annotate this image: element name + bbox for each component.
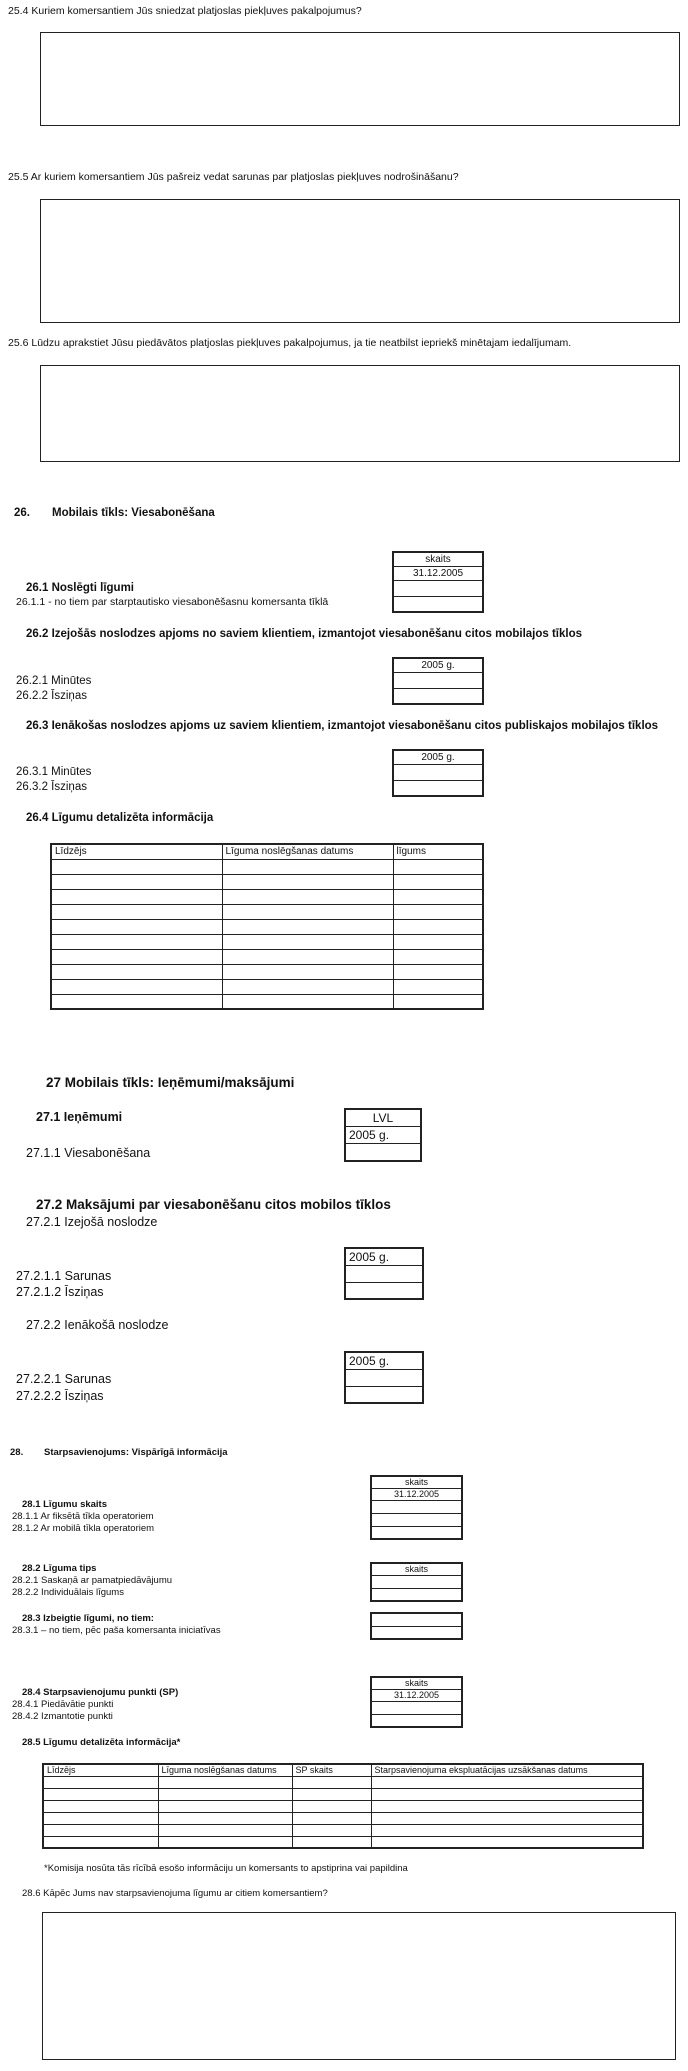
table-26-2 bbox=[392, 657, 484, 705]
row-26-3-1-label: 26.3.1 Minūtes bbox=[16, 766, 92, 778]
cell-28-4-2[interactable] bbox=[371, 1714, 462, 1727]
table-cell[interactable] bbox=[222, 904, 393, 919]
cell-28-2-1[interactable] bbox=[371, 1575, 462, 1588]
cell-27-2-2-1[interactable] bbox=[345, 1369, 423, 1386]
row-28-1-2-label: 28.1.2 Ar mobilā tīkla operatoriem bbox=[12, 1523, 155, 1534]
col-header-skaits: skaits bbox=[393, 552, 483, 566]
table-cell[interactable] bbox=[51, 859, 222, 874]
table-cell[interactable] bbox=[292, 1800, 371, 1812]
col-header-year: 2005 g. bbox=[393, 750, 483, 764]
cell-27-2-1-1[interactable] bbox=[345, 1265, 423, 1282]
table-cell[interactable] bbox=[51, 979, 222, 994]
table-cell[interactable] bbox=[158, 1788, 292, 1800]
question-28-6: 28.6 Kāpēc Jums nav starpsavienojuma līgumu ar citiem komersantiem? bbox=[22, 1888, 328, 1899]
table-cell[interactable] bbox=[158, 1836, 292, 1848]
table-cell[interactable] bbox=[371, 1800, 643, 1812]
question-25-5: 25.5 Ar kuriem komersantiem Jūs pašreiz vedat sarunas par platjoslas piekļuves nodrošināšanu? bbox=[8, 171, 459, 183]
col-header-skaits: skaits bbox=[371, 1563, 462, 1575]
row-27-2-2-1-label: 27.2.2.1 Sarunas bbox=[16, 1372, 112, 1386]
row-27-1-label: 27.1 Ieņēmumi bbox=[36, 1110, 123, 1124]
col-header-currency: LVL bbox=[345, 1109, 421, 1126]
table-cell[interactable] bbox=[222, 889, 393, 904]
col-header-date: 31.12.2005 bbox=[393, 566, 483, 580]
table-cell[interactable] bbox=[371, 1788, 643, 1800]
table-cell[interactable] bbox=[371, 1812, 643, 1824]
table-cell[interactable] bbox=[393, 919, 483, 934]
table-cell[interactable] bbox=[51, 994, 222, 1009]
table-cell[interactable] bbox=[393, 994, 483, 1009]
table-cell[interactable] bbox=[222, 919, 393, 934]
col-header-date: 31.12.2005 bbox=[371, 1689, 462, 1701]
answer-box-28-6[interactable] bbox=[42, 1912, 676, 2060]
section-28-title: Starpsavienojums: Vispārīgā informācija bbox=[44, 1447, 228, 1458]
table-cell[interactable] bbox=[292, 1776, 371, 1788]
col-header-date: Līguma noslēgšanas datums bbox=[222, 844, 393, 859]
row-26-1-label: 26.1 Noslēgti līgumi bbox=[26, 582, 134, 594]
col-header-lidzejs: Līdzējs bbox=[51, 844, 222, 859]
table-28-4 bbox=[370, 1676, 463, 1728]
row-28-3-1-label: 28.3.1 – no tiem, pēc paša komersanta iniciatīvas bbox=[12, 1625, 221, 1636]
row-26-2-title: 26.2 Izejošās noslodzes apjoms no saviem klientiem, izmantojot viesabonēšanu citos mobilajos tīklos bbox=[26, 628, 583, 640]
cell-28-3-1[interactable] bbox=[371, 1626, 462, 1639]
table-27-1 bbox=[344, 1108, 422, 1162]
cell-28-4-1[interactable] bbox=[371, 1701, 462, 1714]
table-cell[interactable] bbox=[393, 964, 483, 979]
row-28-1-label: 28.1 Līgumu skaits bbox=[22, 1499, 108, 1510]
question-25-6: 25.6 Lūdzu aprakstiet Jūsu piedāvātos platjoslas piekļuves pakalpojumus, ja tie neatbilst iepriekš minētajam iedalījumam. bbox=[8, 337, 572, 349]
row-28-1-1-label: 28.1.1 Ar fiksētā tīkla operatoriem bbox=[12, 1511, 154, 1522]
cell-28-1[interactable] bbox=[371, 1500, 462, 1513]
question-25-4: 25.4 Kuriem komersantiem Jūs sniedzat platjoslas piekļuves pakalpojumus? bbox=[8, 5, 362, 17]
table-cell[interactable] bbox=[222, 949, 393, 964]
table-cell[interactable] bbox=[43, 1788, 158, 1800]
row-27-1-1-label: 27.1.1 Viesabonēšana bbox=[26, 1146, 151, 1160]
row-28-4-2-label: 28.4.2 Izmantotie punkti bbox=[12, 1711, 113, 1722]
row-28-2-label: 28.2 Līguma tips bbox=[22, 1563, 97, 1574]
col-header-lidzejs: Līdzējs bbox=[43, 1764, 158, 1776]
section-27-title: 27 Mobilais tīkls: Ieņēmumi/maksājumi bbox=[46, 1075, 295, 1090]
row-26-1-1-label: 26.1.1 - no tiem par starptautisko viesabonēšasnu komersanta tīklā bbox=[16, 596, 329, 608]
footnote: *Komisija nosūta tās rīcībā esošo informāciju un komersants to apstiprina vai papildina bbox=[44, 1863, 408, 1874]
row-28-5-title: 28.5 Līgumu detalizēta informācija* bbox=[22, 1737, 181, 1748]
cell-26-2-1[interactable] bbox=[393, 672, 483, 688]
table-cell[interactable] bbox=[51, 934, 222, 949]
table-cell[interactable] bbox=[43, 1836, 158, 1848]
table-cell[interactable] bbox=[393, 889, 483, 904]
table-cell[interactable] bbox=[158, 1812, 292, 1824]
table-cell[interactable] bbox=[51, 964, 222, 979]
table-cell[interactable] bbox=[222, 934, 393, 949]
row-27-2-1-2-label: 27.2.1.2 Īsziņas bbox=[16, 1285, 104, 1299]
table-cell[interactable] bbox=[393, 979, 483, 994]
col-header-start-date: Starpsavienojuma ekspluatācijas uzsākšanas datums bbox=[371, 1764, 643, 1776]
row-26-3-2-label: 26.3.2 Īsziņas bbox=[16, 781, 87, 793]
row-27-2-1-1-label: 27.2.1.1 Sarunas bbox=[16, 1269, 112, 1283]
table-cell[interactable] bbox=[158, 1800, 292, 1812]
col-header-year: 2005 g. bbox=[345, 1352, 423, 1369]
col-header-year: 2005 g. bbox=[345, 1248, 423, 1265]
table-28-1 bbox=[370, 1475, 463, 1540]
table-cell[interactable] bbox=[51, 889, 222, 904]
table-cell[interactable] bbox=[292, 1824, 371, 1836]
cell-26-1[interactable] bbox=[393, 580, 483, 596]
table-cell[interactable] bbox=[292, 1836, 371, 1848]
answer-box-25-5[interactable] bbox=[40, 199, 680, 323]
col-header-date: Līguma noslēgšanas datums bbox=[158, 1764, 292, 1776]
table-26-1 bbox=[392, 551, 484, 613]
table-cell[interactable] bbox=[371, 1824, 643, 1836]
table-cell[interactable] bbox=[393, 874, 483, 889]
table-cell[interactable] bbox=[393, 934, 483, 949]
cell-26-2-2[interactable] bbox=[393, 688, 483, 704]
col-header-skaits: skaits bbox=[371, 1677, 462, 1689]
table-cell[interactable] bbox=[222, 964, 393, 979]
col-header-ligums: līgums bbox=[393, 844, 483, 859]
table-26-4 bbox=[50, 843, 484, 1010]
table-cell[interactable] bbox=[222, 874, 393, 889]
table-cell[interactable] bbox=[51, 919, 222, 934]
row-26-2-1-label: 26.2.1 Minūtes bbox=[16, 675, 92, 687]
cell-26-3-2[interactable] bbox=[393, 780, 483, 796]
answer-box-25-6[interactable] bbox=[40, 365, 680, 462]
table-28-3 bbox=[370, 1612, 463, 1640]
section-26-title: Mobilais tīkls: Viesabonēšana bbox=[52, 507, 215, 519]
table-cell[interactable] bbox=[222, 979, 393, 994]
row-27-2-2-2-label: 27.2.2.2 Īsziņas bbox=[16, 1389, 104, 1403]
table-cell[interactable] bbox=[371, 1836, 643, 1848]
table-cell[interactable] bbox=[393, 859, 483, 874]
cell-27-2-2-2[interactable] bbox=[345, 1386, 423, 1403]
table-cell[interactable] bbox=[43, 1812, 158, 1824]
row-26-3-title: 26.3 Ienākošas noslodzes apjoms uz saviem klientiem, izmantojot viesabonēšanu citos publiskajos mobilajos tīklos bbox=[26, 720, 659, 732]
cell-28-1-1[interactable] bbox=[371, 1513, 462, 1526]
table-cell[interactable] bbox=[222, 859, 393, 874]
answer-box-25-4[interactable] bbox=[40, 32, 680, 126]
table-cell[interactable] bbox=[158, 1776, 292, 1788]
cell-28-3[interactable] bbox=[371, 1613, 462, 1626]
table-cell[interactable] bbox=[43, 1824, 158, 1836]
table-28-2 bbox=[370, 1562, 463, 1602]
row-27-2-2-label: 27.2.2 Ienākošā noslodze bbox=[26, 1318, 169, 1332]
col-header-year: 2005 g. bbox=[393, 658, 483, 672]
table-27-2-2 bbox=[344, 1351, 424, 1404]
cell-26-3-1[interactable] bbox=[393, 764, 483, 780]
table-cell[interactable] bbox=[43, 1800, 158, 1812]
table-cell[interactable] bbox=[158, 1824, 292, 1836]
row-28-4-1-label: 28.4.1 Piedāvātie punkti bbox=[12, 1699, 114, 1710]
table-28-5 bbox=[42, 1763, 644, 1849]
col-header-date: 31.12.2005 bbox=[371, 1488, 462, 1500]
table-cell[interactable] bbox=[51, 949, 222, 964]
table-cell[interactable] bbox=[292, 1788, 371, 1800]
row-28-3-label: 28.3 Izbeigtie līgumi, no tiem: bbox=[22, 1613, 154, 1624]
col-header-skaits: skaits bbox=[371, 1476, 462, 1488]
row-27-2-1-label: 27.2.1 Izejošā noslodze bbox=[26, 1215, 158, 1229]
table-26-3 bbox=[392, 749, 484, 797]
table-cell[interactable] bbox=[51, 874, 222, 889]
section-26-number: 26. bbox=[14, 507, 30, 519]
row-26-4-title: 26.4 Līgumu detalizēta informācija bbox=[26, 812, 214, 824]
cell-27-2-1-2[interactable] bbox=[345, 1282, 423, 1299]
cell-27-1-1[interactable] bbox=[345, 1143, 421, 1161]
row-28-2-1-label: 28.2.1 Saskaņā ar pamatpiedāvājumu bbox=[12, 1575, 173, 1586]
table-cell[interactable] bbox=[222, 994, 393, 1009]
cell-26-1-1[interactable] bbox=[393, 596, 483, 612]
col-header-sp-skaits: SP skaits bbox=[292, 1764, 371, 1776]
section-28-number: 28. bbox=[10, 1447, 24, 1458]
table-cell[interactable] bbox=[292, 1812, 371, 1824]
table-cell[interactable] bbox=[43, 1776, 158, 1788]
table-27-2-1 bbox=[344, 1247, 424, 1300]
row-28-4-label: 28.4 Starpsavienojumu punkti (SP) bbox=[22, 1687, 179, 1698]
cell-28-1-2[interactable] bbox=[371, 1526, 462, 1539]
cell-28-2-2[interactable] bbox=[371, 1588, 462, 1601]
table-cell[interactable] bbox=[51, 904, 222, 919]
table-cell[interactable] bbox=[393, 949, 483, 964]
table-cell[interactable] bbox=[371, 1776, 643, 1788]
col-header-year: 2005 g. bbox=[345, 1126, 421, 1143]
table-cell[interactable] bbox=[393, 904, 483, 919]
row-27-2-title: 27.2 Maksājumi par viesabonēšanu citos mobilos tīklos bbox=[36, 1197, 391, 1212]
row-26-2-2-label: 26.2.2 Īsziņas bbox=[16, 690, 87, 702]
row-28-2-2-label: 28.2.2 Individuālais līgums bbox=[12, 1587, 124, 1598]
